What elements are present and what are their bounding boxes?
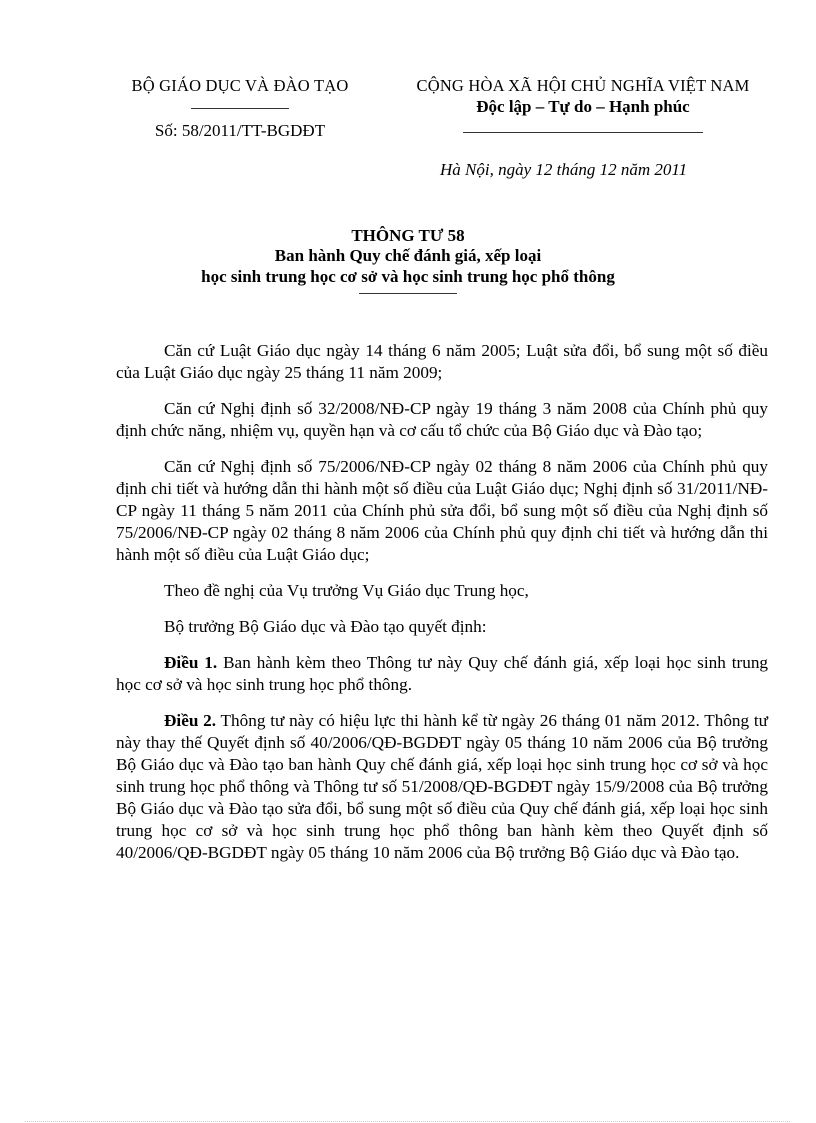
national-title-block — [388, 76, 778, 133]
article-heading: Điều 1. — [164, 653, 218, 672]
paragraph-text: Căn cứ Luật Giáo dục ngày 14 tháng 6 năm 2005; Luật sửa đổi, bổ sung một số điều của Luật Giáo dục ngày 25 tháng 11 năm 2009; — [116, 341, 768, 382]
issuing-agency-block — [110, 76, 370, 141]
paragraph-text: Theo đề nghị của Vụ trưởng Vụ Giáo dục Trung học, — [164, 581, 529, 600]
paragraph-decision — [116, 616, 768, 638]
page-break-dotted-line — [25, 1121, 790, 1122]
agency-underline — [191, 108, 289, 109]
title-line-1: Ban hành Quy chế đánh giá, xếp loại — [274, 246, 542, 265]
article-text: Thông tư này có hiệu lực thi hành kể từ ngày 26 tháng 01 năm 2012. Thông tư này thay thế Quyết định số 40/2006/QĐ-BGDĐT ngày 05 tháng 10 năm 2006 của Bộ trưởng Bộ Giáo dục và Đào tạo ban hành Quy chế đánh giá, xếp loại học sinh trung học cơ sở và học sinh trung học phổ thông và Thông tư số 51/2008/QĐ-BGDĐT ngày 15/9/2008 của Bộ trưởng Bộ Giáo dục và Đào tạo sửa đổi, bổ sung một số điều của Quy chế đánh giá, xếp loại học sinh trung học cơ sở và học sinh trung học phổ thông ban hành kèm theo Quyết định số 40/2006/QĐ-BGDĐT ngày 05 tháng 10 năm 2006 của Bộ trưởng Bộ Giáo dục và Đào tạo. — [116, 711, 769, 862]
title-line-2: học sinh trung học cơ sở và học sinh trung học phổ thông — [201, 267, 615, 286]
article-2 — [116, 710, 768, 864]
article-heading: Điều 2. — [164, 711, 217, 730]
paragraph-legal-basis-3 — [116, 456, 768, 566]
issuing-agency-name: BỘ GIÁO DỤC VÀ ĐÀO TẠO — [131, 76, 349, 95]
paragraph-text: Căn cứ Nghị định số 75/2006/NĐ-CP ngày 02 tháng 8 năm 2006 của Chính phủ quy định chi tiết và hướng dẫn thi hành một số điều của Luật Giáo dục; Nghị định số 31/2011/NĐ-CP ngày 11 tháng 5 năm 2011 của Chính phủ sửa đổi, bổ sung một số điều của Nghị định số 75/2006/NĐ-CP ngày 02 tháng 8 năm 2006 của Chính phủ quy định chi tiết và hướng dẫn thi hành một số điều của Luật Giáo dục; — [116, 457, 768, 564]
paragraph-proposal — [116, 580, 768, 602]
national-motto: Độc lập – Tự do – Hạnh phúc — [476, 97, 690, 116]
article-1 — [116, 652, 768, 696]
document-number: Số: 58/2011/TT-BGDĐT — [154, 121, 326, 140]
document-type: THÔNG TƯ 58 — [351, 226, 465, 245]
place-and-date: Hà Nội, ngày 12 tháng 12 năm 2011 — [440, 160, 688, 179]
paragraph-text: Căn cứ Nghị định số 32/2008/NĐ-CP ngày 19 tháng 3 năm 2008 của Chính phủ quy định chức năng, nhiệm vụ, quyền hạn và cơ cấu tổ chức của Bộ Giáo dục và Đào tạo; — [116, 399, 768, 440]
document-title-block — [120, 226, 696, 294]
country-name: CỘNG HÒA XÃ HỘI CHỦ NGHĨA VIỆT NAM — [416, 76, 750, 95]
paragraph-legal-basis-1 — [116, 340, 768, 384]
paragraph-legal-basis-2 — [116, 398, 768, 442]
motto-underline — [463, 132, 703, 133]
title-underline — [359, 293, 457, 294]
paragraph-text: Bộ trưởng Bộ Giáo dục và Đào tạo quyết định: — [164, 617, 487, 636]
article-text: Ban hành kèm theo Thông tư này Quy chế đánh giá, xếp loại học sinh trung học cơ sở và học sinh trung học phổ thông. — [116, 653, 769, 694]
document-body — [116, 340, 768, 878]
